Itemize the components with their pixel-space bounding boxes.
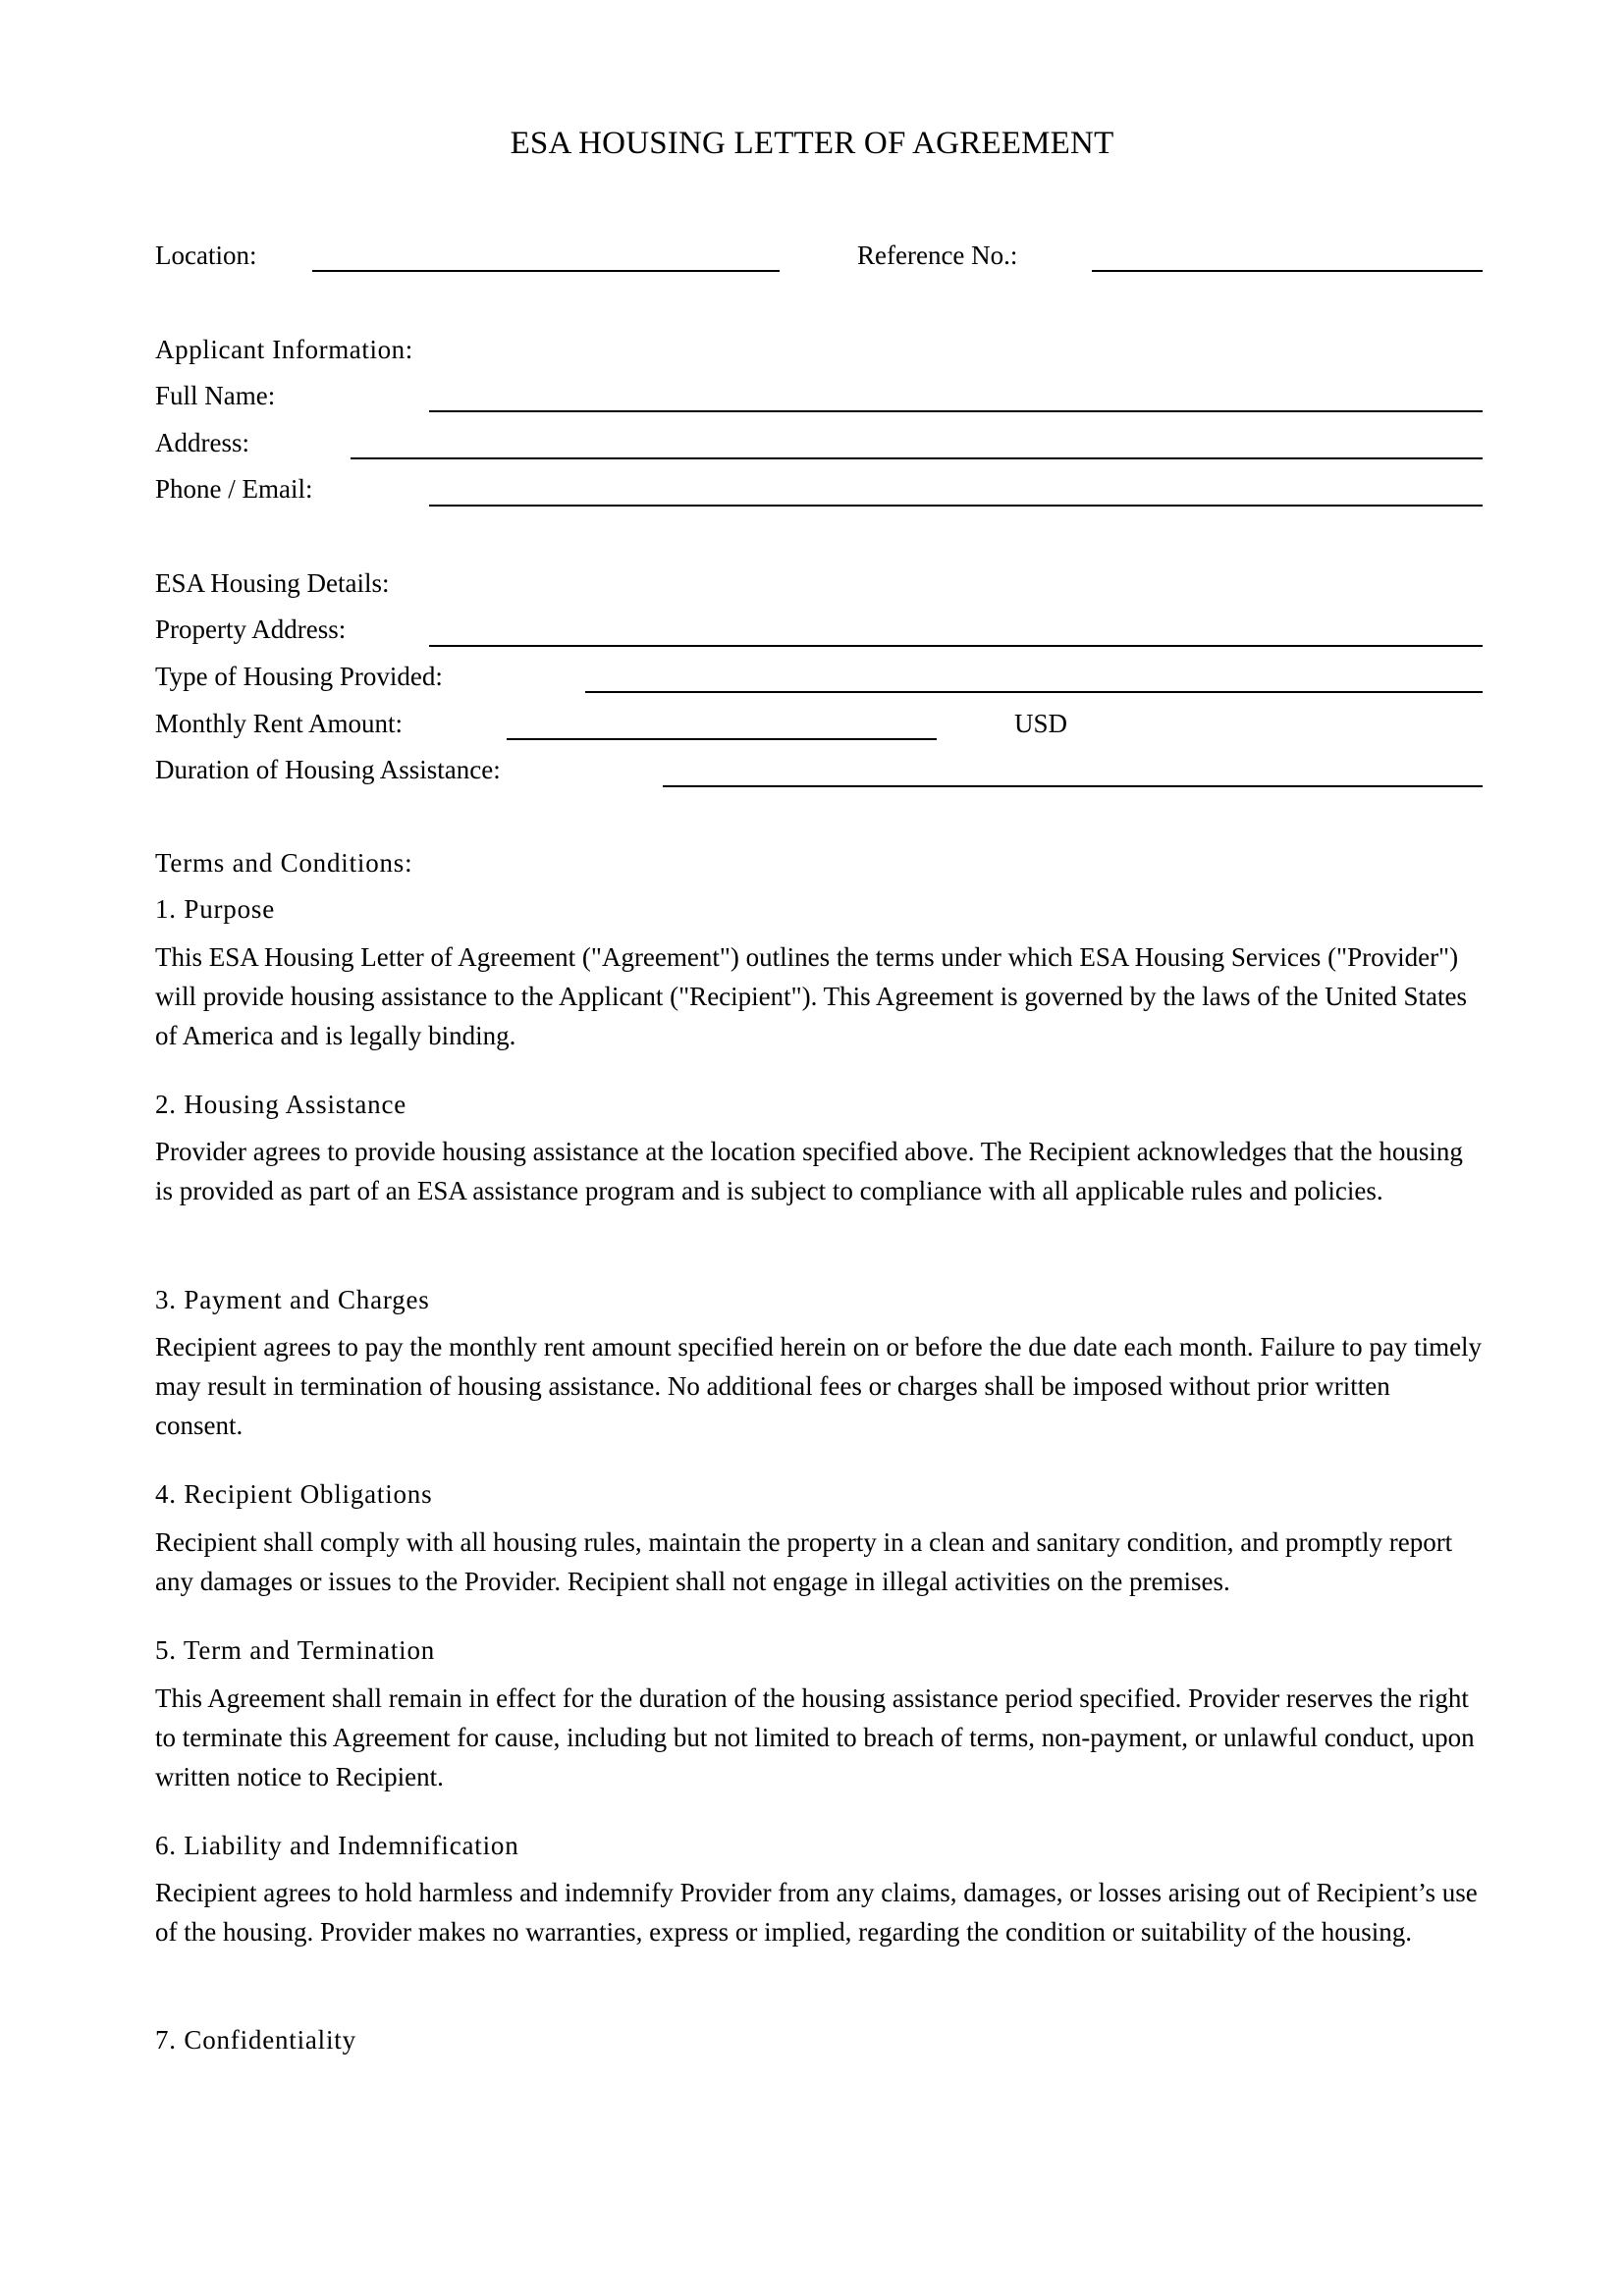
- full-name-field[interactable]: [429, 410, 1483, 412]
- property-address-label: Property Address:: [155, 614, 347, 644]
- reference-label: Reference No.:: [857, 240, 1018, 270]
- section-title: 6. Liability and Indemnification: [155, 1831, 519, 1860]
- section-title: 3. Payment and Charges: [155, 1285, 430, 1314]
- duration-label: Duration of Housing Assistance:: [155, 755, 501, 784]
- location-field[interactable]: [312, 270, 780, 272]
- section-body: Recipient agrees to pay the monthly rent amount specified herein on or before the due date each month. Failure to pay timely may result in termination of housing assistance. No additional fees or charges shall be imposed without prior written consent.: [155, 1332, 1483, 1440]
- section-title: 5. Term and Termination: [155, 1635, 436, 1665]
- duration-field[interactable]: [663, 785, 1483, 787]
- phone-email-label: Phone / Email:: [155, 474, 313, 504]
- address-label: Address:: [155, 428, 249, 457]
- location-label: Location:: [155, 240, 257, 270]
- address-field[interactable]: [351, 457, 1483, 459]
- phone-email-field[interactable]: [429, 505, 1483, 507]
- document-title: ESA HOUSING LETTER OF AGREEMENT: [510, 126, 1114, 161]
- section-body: Provider agrees to provide housing assistance at the location specified above. The Recipient acknowledges that the housing is provided as part of an ESA assistance program and is subject to compliance with all applicable rules and policies.: [155, 1137, 1463, 1205]
- applicant-heading: Applicant Information:: [155, 335, 413, 364]
- reference-field[interactable]: [1092, 270, 1483, 272]
- housing-type-label: Type of Housing Provided:: [155, 662, 443, 691]
- section-title: 7. Confidentiality: [155, 2025, 356, 2055]
- section-body: This Agreement shall remain in effect for the duration of the housing assistance period specified. Provider reserves the right to terminate this Agreement for cause, including but not limited to breach of terms, non-payment, or unlawful conduct, upon written notice to Recipient.: [155, 1683, 1475, 1791]
- rent-currency-label: USD: [1014, 709, 1068, 738]
- section-body: This ESA Housing Letter of Agreement ("Agreement") outlines the terms under which ESA Housing Services ("Provider") will provide housing assistance to the Applicant ("Recipient"). This Agreement is governed by the laws of the United States of America and is legally binding.: [155, 942, 1468, 1050]
- section-title: 1. Purpose: [155, 894, 275, 924]
- section-body: Recipient shall comply with all housing rules, maintain the property in a clean and sanitary condition, and promptly report any damages or issues to the Provider. Recipient shall not engage in illegal activities on the premises.: [155, 1527, 1453, 1596]
- section-body: Recipient agrees to hold harmless and indemnify Provider from any claims, damages, or losses arising out of Recipient’s use of the housing. Provider makes no warranties, express or implied, regarding the condition or suitability of the housing.: [155, 1878, 1478, 1947]
- section-title: 4. Recipient Obligations: [155, 1479, 433, 1509]
- housing-type-field[interactable]: [585, 691, 1483, 693]
- section-title: 2. Housing Assistance: [155, 1090, 407, 1119]
- full-name-label: Full Name:: [155, 381, 276, 410]
- housing-heading: ESA Housing Details:: [155, 568, 390, 598]
- rent-amount-label: Monthly Rent Amount:: [155, 709, 404, 738]
- property-address-field[interactable]: [429, 645, 1483, 647]
- terms-heading: Terms and Conditions:: [155, 848, 413, 878]
- rent-amount-field[interactable]: [507, 738, 937, 740]
